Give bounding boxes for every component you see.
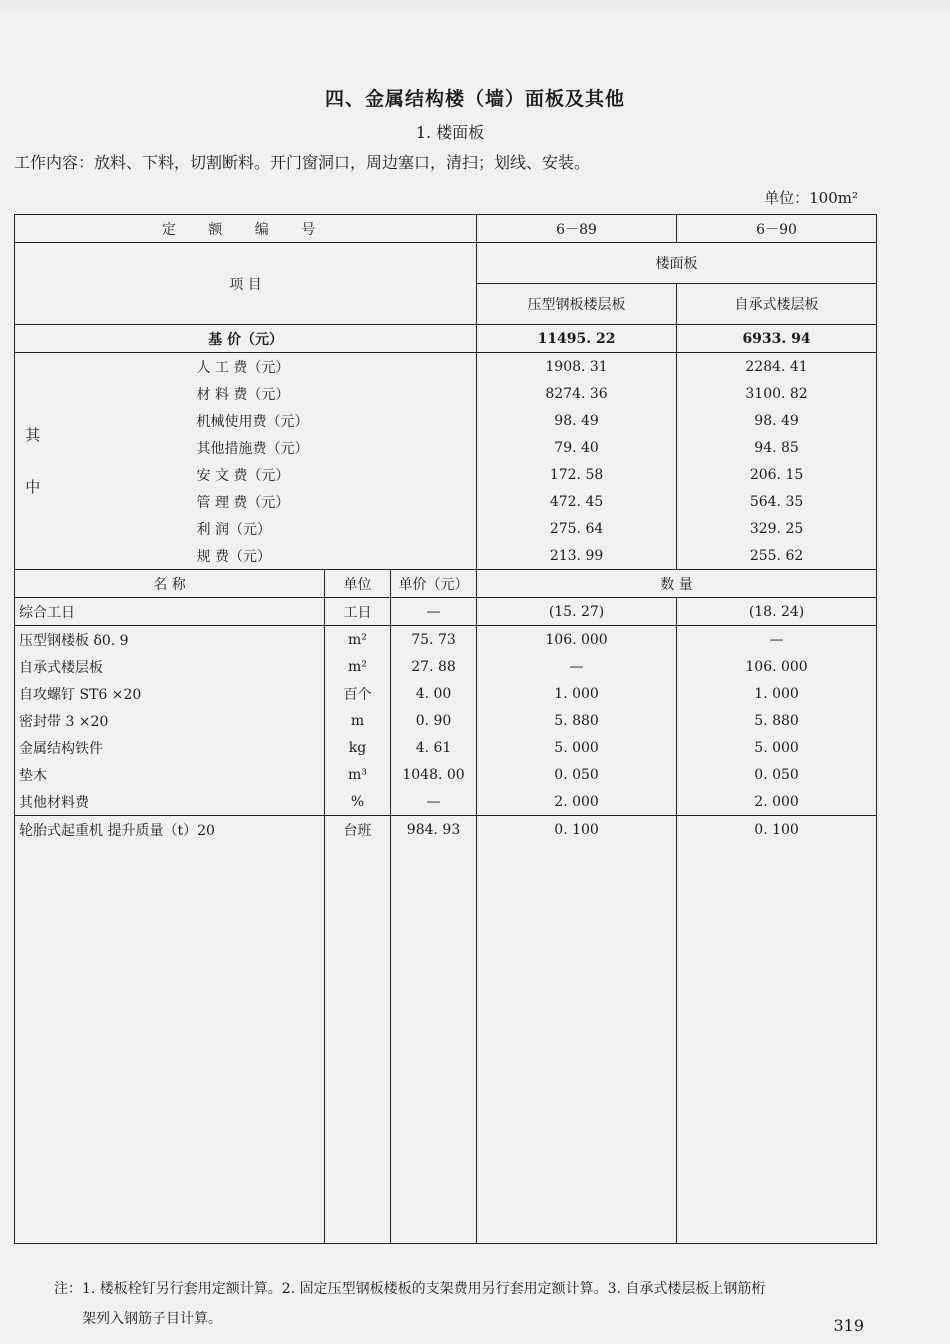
resource-row bbox=[15, 626, 877, 654]
breakdown-row bbox=[15, 461, 877, 488]
breakdown-value-2: 2284. 41 bbox=[677, 353, 877, 381]
breakdown-label: 其他措施费（元） bbox=[51, 434, 477, 461]
resource-qty-2: 5. 000 bbox=[677, 734, 877, 761]
breakdown-label: 管 理 费（元） bbox=[51, 488, 477, 515]
page-number: 319 bbox=[833, 1316, 864, 1335]
notes-line-1: 注：1. 楼板栓钉另行套用定额计算。2. 固定压型钢板楼板的支架费用另行套用定额计算。3. 自承式楼层板上钢筋桁 bbox=[54, 1281, 766, 1297]
breakdown-value-2: 329. 25 bbox=[677, 515, 877, 542]
resource-qty-1: — bbox=[477, 653, 677, 680]
breakdown-value-2: 564. 35 bbox=[677, 488, 877, 515]
resource-price: 1048. 00 bbox=[391, 761, 477, 788]
resource-qty-1: 106. 000 bbox=[477, 626, 677, 654]
resource-unit: 百个 bbox=[325, 680, 391, 707]
notes-line-2: 架列入钢筋子目计算。 bbox=[82, 1311, 222, 1327]
code-2: 6－90 bbox=[677, 215, 877, 243]
resource-qty-2: 5. 880 bbox=[677, 707, 877, 734]
resource-qty-1: 0. 100 bbox=[477, 816, 677, 844]
breakdown-row bbox=[15, 488, 877, 515]
resource-row bbox=[15, 761, 877, 788]
resource-qty-1: 2. 000 bbox=[477, 788, 677, 816]
breakdown-row bbox=[15, 380, 877, 407]
resource-row bbox=[15, 653, 877, 680]
resource-qty-1: 5. 000 bbox=[477, 734, 677, 761]
breakdown-value-2: 94. 85 bbox=[677, 434, 877, 461]
breakdown-value-1: 213. 99 bbox=[477, 542, 677, 570]
resource-row bbox=[15, 816, 877, 844]
resource-qty-1: (15. 27) bbox=[477, 598, 677, 626]
resource-qty-2: 0. 100 bbox=[677, 816, 877, 844]
resource-unit: m² bbox=[325, 626, 391, 654]
breakdown-value-1: 8274. 36 bbox=[477, 380, 677, 407]
breakdown-label: 利 润（元） bbox=[51, 515, 477, 542]
resource-row bbox=[15, 707, 877, 734]
breakdown-value-2: 3100. 82 bbox=[677, 380, 877, 407]
resource-price: 4. 61 bbox=[391, 734, 477, 761]
breakdown-value-1: 172. 58 bbox=[477, 461, 677, 488]
resource-qty-2: (18. 24) bbox=[677, 598, 877, 626]
resource-name: 金属结构铁件 bbox=[15, 734, 325, 761]
resource-unit: m³ bbox=[325, 761, 391, 788]
resource-price: 75. 73 bbox=[391, 626, 477, 654]
resource-name-header: 名 称 bbox=[15, 570, 325, 598]
resource-price: — bbox=[391, 598, 477, 626]
code-1: 6－89 bbox=[477, 215, 677, 243]
resource-qty-1: 5. 880 bbox=[477, 707, 677, 734]
resource-qty-2: 106. 000 bbox=[677, 653, 877, 680]
empty-cell bbox=[677, 843, 877, 1244]
resource-price: — bbox=[391, 788, 477, 816]
resource-price: 984. 93 bbox=[391, 816, 477, 844]
resource-qty-2: 0. 050 bbox=[677, 761, 877, 788]
breakdown-value-2: 98. 49 bbox=[677, 407, 877, 434]
resource-name: 垫木 bbox=[15, 761, 325, 788]
breakdown-value-1: 275. 64 bbox=[477, 515, 677, 542]
resource-unit: m bbox=[325, 707, 391, 734]
resource-unit: m² bbox=[325, 653, 391, 680]
work-content: 工作内容：放料、下料，切割断料。开门窗洞口，周边塞口，清扫；划线、安装。 bbox=[14, 153, 591, 172]
resource-name: 其他材料费 bbox=[15, 788, 325, 816]
filler-row bbox=[15, 843, 877, 1244]
base-price-label: 基 价（元） bbox=[15, 325, 477, 353]
resource-qty-2: 2. 000 bbox=[677, 788, 877, 816]
resource-row bbox=[15, 598, 877, 626]
resource-name: 轮胎式起重机 提升质量（t）20 bbox=[15, 816, 325, 844]
resource-unit: 台班 bbox=[325, 816, 391, 844]
page bbox=[0, 12, 950, 1344]
notes bbox=[54, 1274, 884, 1334]
resource-price: 0. 90 bbox=[391, 707, 477, 734]
breakdown-value-1: 1908. 31 bbox=[477, 353, 677, 381]
breakdown-label: 材 料 费（元） bbox=[51, 380, 477, 407]
col-name-1: 压型钢板楼层板 bbox=[477, 284, 677, 325]
base-price-1: 11495. 22 bbox=[477, 325, 677, 353]
empty-cell bbox=[325, 843, 391, 1244]
resource-name: 自承式楼层板 bbox=[15, 653, 325, 680]
breakdown-value-1: 98. 49 bbox=[477, 407, 677, 434]
unit-note: 单位：100m² bbox=[764, 189, 858, 207]
resource-name: 压型钢楼板 δ0. 9 bbox=[15, 626, 325, 654]
breakdown-value-2: 206. 15 bbox=[677, 461, 877, 488]
breakdown-value-2: 255. 62 bbox=[677, 542, 877, 570]
resource-unit-header: 单位 bbox=[325, 570, 391, 598]
breakdown-value-1: 79. 40 bbox=[477, 434, 677, 461]
breakdown-group-label: 其 中 bbox=[15, 353, 51, 570]
breakdown-row bbox=[15, 353, 877, 381]
resource-qty-2: — bbox=[677, 626, 877, 654]
base-price-2: 6933. 94 bbox=[677, 325, 877, 353]
item-label: 项 目 bbox=[15, 243, 477, 325]
breakdown-label: 机械使用费（元） bbox=[51, 407, 477, 434]
resource-header-row bbox=[15, 570, 877, 598]
breakdown-row bbox=[15, 515, 877, 542]
resource-price: 27. 88 bbox=[391, 653, 477, 680]
resource-name: 综合工日 bbox=[15, 598, 325, 626]
empty-cell bbox=[15, 843, 325, 1244]
breakdown-label: 安 文 费（元） bbox=[51, 461, 477, 488]
section-title: 四、金属结构楼（墙）面板及其他 bbox=[324, 88, 625, 110]
empty-cell bbox=[477, 843, 677, 1244]
resource-qty-header: 数 量 bbox=[477, 570, 877, 598]
resource-name: 自攻螺钉 ST6 ×20 bbox=[15, 680, 325, 707]
breakdown-row bbox=[15, 542, 877, 570]
breakdown-row bbox=[15, 434, 877, 461]
resource-row bbox=[15, 788, 877, 816]
breakdown-row bbox=[15, 407, 877, 434]
resource-row bbox=[15, 680, 877, 707]
subsection-title: 1. 楼面板 bbox=[415, 123, 485, 142]
resource-unit: 工日 bbox=[325, 598, 391, 626]
resource-qty-1: 0. 050 bbox=[477, 761, 677, 788]
resource-qty-1: 1. 000 bbox=[477, 680, 677, 707]
resource-row bbox=[15, 734, 877, 761]
resource-price: 4. 00 bbox=[391, 680, 477, 707]
resource-unit: % bbox=[325, 788, 391, 816]
resource-qty-2: 1. 000 bbox=[677, 680, 877, 707]
resource-price-header: 单价（元） bbox=[391, 570, 477, 598]
breakdown-value-1: 472. 45 bbox=[477, 488, 677, 515]
resource-name: 密封带 3 ×20 bbox=[15, 707, 325, 734]
col-name-2: 自承式楼层板 bbox=[677, 284, 877, 325]
breakdown-label: 人 工 费（元） bbox=[51, 353, 477, 381]
code-label: 定 额 编 号 bbox=[15, 215, 477, 243]
group-label: 楼面板 bbox=[477, 243, 877, 284]
resource-unit: kg bbox=[325, 734, 391, 761]
empty-cell bbox=[391, 843, 477, 1244]
breakdown-label: 规 费（元） bbox=[51, 542, 477, 570]
quota-table bbox=[14, 214, 877, 1244]
